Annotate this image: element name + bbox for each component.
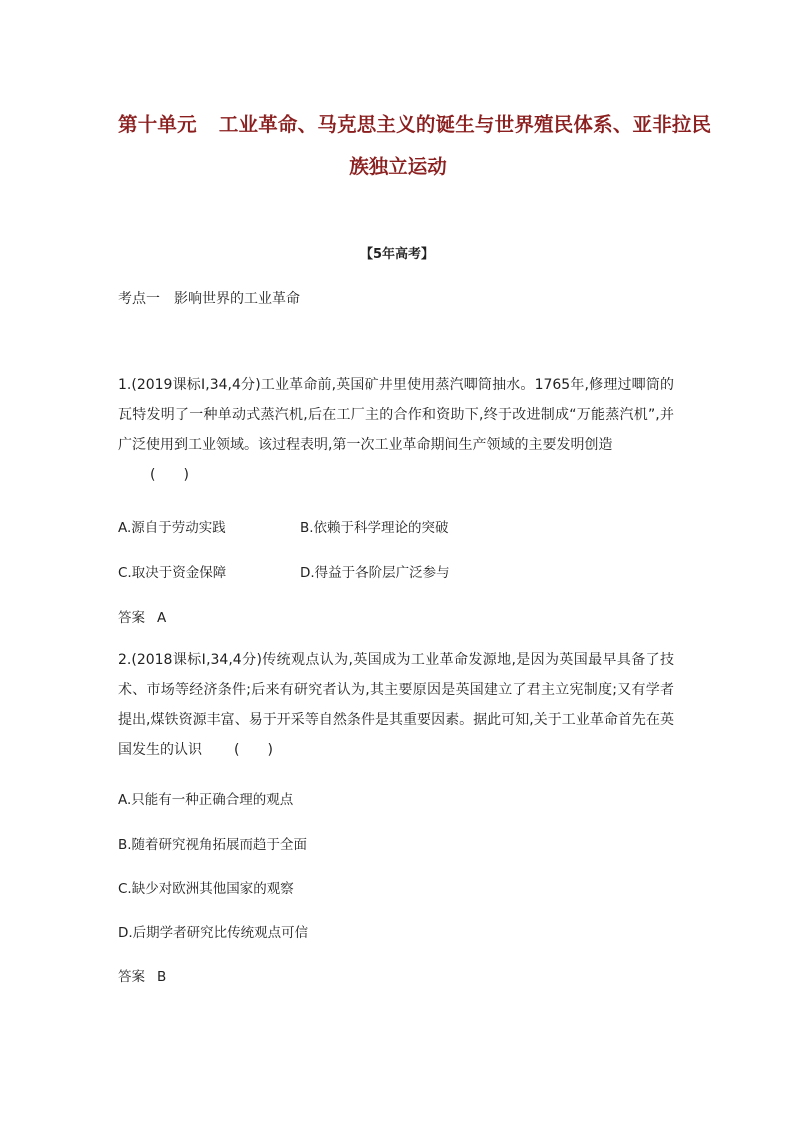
answer-label: 答案 [118,610,145,626]
question-2-paren: ( ) [234,742,273,758]
kaodian-label: 考点一 [118,291,160,307]
question-2-option-d: D.后期学者研究比传统观点可信 [118,925,309,941]
title-line-1 [118,104,712,146]
kaodian-heading [118,288,300,308]
title-line-2: 族独立运动 [349,155,447,178]
title-main: 工业革命、马克思主义的诞生与世界殖民体系、亚非拉民 [218,113,712,136]
question-1-option-d: D.得益于各阶层广泛参与 [300,565,450,581]
question-2-stem [118,645,674,765]
question-1-option-c: C.取决于资金保障 [118,565,227,581]
answer-value: B [157,969,167,985]
section-label: 【5年高考】 [359,247,435,262]
question-2-text: 2.(2018课标Ⅰ,34,4分)传统观点认为,英国成为工业革命发源地,是因为英国最早具备了技术、市场等经济条件;后来有研究者认为,其主要原因是英国建立了君主立宪制度;又有学者提出,煤铁资源丰富、易于开采等自然条件是其重要因素。据此可知,关于工业革命首先在英国发生的认识 [118,652,674,758]
title-unit: 第十单元 [118,113,197,136]
kaodian-name: 影响世界的工业革命 [174,291,300,307]
question-2-option-b: B.随着研究视角拓展而趋于全面 [118,837,308,853]
question-1-answer [118,606,166,626]
answer-label: 答案 [118,969,145,985]
answer-value: A [157,610,167,626]
page-title [118,104,712,188]
question-1-option-b: B.依赖于科学理论的突破 [300,520,449,536]
question-2-option-a: A.只能有一种正确合理的观点 [118,792,294,808]
question-1-stem [118,370,674,490]
question-1-option-a: A.源自于劳动实践 [118,520,226,536]
question-1-text: 1.(2019课标Ⅰ,34,4分)工业革命前,英国矿井里使用蒸汽唧筒抽水。1765年,修理过唧筒的瓦特发明了一种单动式蒸汽机,后在工厂主的合作和资助下,终于改进制成“万能蒸汽机”,并广泛使用到工业领域。该过程表明,第一次工业革命期间生产领域的主要发明创造 [118,377,674,453]
question-2-option-c: C.缺少对欧洲其他国家的观察 [118,881,294,897]
question-2-answer [118,965,166,985]
question-1-paren: ( ) [150,467,189,483]
